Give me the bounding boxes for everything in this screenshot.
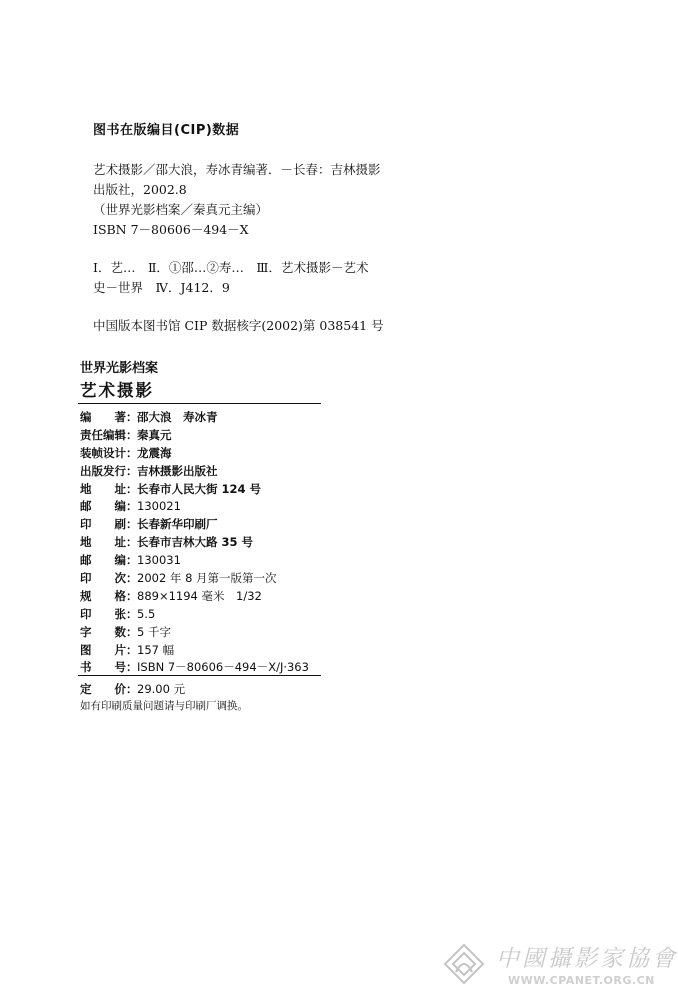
watermark-text: 中國攝影家協會 [496, 946, 678, 972]
cip-classification-line: 史－世界 Ⅳ．J412．9 [93, 280, 230, 295]
divider-bottom [78, 675, 321, 676]
colophon-label: 地 址： [80, 481, 138, 496]
watermark-url: WWW.CPANET.ORG.CN [508, 974, 655, 987]
colophon-label: 责任编辑： [80, 427, 138, 442]
colophon-value: 长春新华印刷厂 [137, 517, 218, 532]
colophon-value: 吉林摄影出版社 [137, 463, 218, 478]
colophon-row [80, 588, 340, 606]
colophon-label: 地 址： [80, 535, 138, 550]
colophon-label: 字 数： [80, 624, 138, 639]
cip-record [93, 160, 423, 336]
quality-note: 如有印刷质量问题请与印刷厂调换。 [80, 700, 248, 712]
colophon-label: 印 次： [80, 571, 138, 586]
colophon-label: 邮 编： [80, 553, 138, 568]
colophon-label: 图 片： [80, 642, 138, 657]
divider-top [78, 403, 321, 404]
colophon-row [80, 552, 340, 570]
colophon-value: 秦真元 [137, 427, 172, 442]
colophon-value: 龙震海 [137, 445, 172, 460]
price-row [80, 681, 185, 697]
colophon-row [80, 570, 340, 588]
cip-line: ISBN 7－80606－494－X [93, 222, 249, 237]
colophon-value: 长春市人民大街 124 号 [137, 481, 262, 496]
cpa-logo-icon [442, 942, 486, 986]
price-value: 29.00 元 [137, 682, 186, 696]
colophon-label: 规 格： [80, 588, 138, 603]
colophon-row [80, 516, 340, 534]
colophon-value: 邵大浪 寿冰青 [137, 410, 218, 424]
colophon-label: 装帧设计： [80, 445, 138, 460]
book-title: 艺术摄影 [80, 381, 154, 400]
series-title: 世界光影档案 [80, 361, 159, 376]
colophon-label: 邮 编： [80, 499, 138, 514]
colophon-value: 长春市吉林大路 35 号 [137, 535, 254, 550]
price-label: 定 价： [80, 682, 138, 696]
cip-classification-line: Ⅰ．艺… Ⅱ．①邵…②寿… Ⅲ．艺术摄影－艺术 [93, 260, 369, 275]
colophon-label: 出版发行： [80, 463, 138, 478]
colophon-label: 编 著： [80, 410, 138, 424]
colophon-row [80, 606, 340, 624]
colophon-row [80, 427, 340, 445]
cip-line: （世界光影档案／秦真元主编） [93, 202, 269, 217]
cip-core-data: 中国版本图书馆 CIP 数据核字(2002)第 038541 号 [93, 318, 384, 333]
colophon-row [80, 624, 340, 642]
colophon-row [80, 481, 340, 499]
colophon-row [80, 534, 340, 552]
colophon-label: 印 刷： [80, 517, 138, 532]
colophon-row [80, 409, 340, 427]
cip-heading: 图书在版编目(CIP)数据 [93, 123, 240, 138]
colophon-value: 157 幅 [137, 642, 175, 657]
watermark [442, 938, 678, 996]
colophon-value: 889×1194 毫米 1/32 [137, 588, 262, 603]
colophon-row [80, 445, 340, 463]
colophon-value: 130021 [137, 499, 181, 514]
cip-line: 出版社，2002.8 [93, 182, 187, 197]
colophon-label: 印 张： [80, 606, 138, 621]
colophon-row [80, 498, 340, 516]
colophon-row [80, 463, 340, 481]
colophon-value: 2002 年 8 月第一版第一次 [137, 571, 277, 586]
colophon-value: 5.5 [137, 606, 156, 621]
colophon-value: 5 千字 [137, 624, 171, 639]
colophon-value: ISBN 7－80606－494－X/J·363 [137, 660, 309, 675]
colophon-row [80, 642, 340, 660]
colophon-value: 130031 [137, 553, 181, 568]
colophon-label: 书 号： [80, 660, 138, 675]
cip-line: 艺术摄影／邵大浪，寿冰青编著．－长春：吉林摄影 [93, 162, 381, 177]
colophon-list [80, 409, 340, 677]
